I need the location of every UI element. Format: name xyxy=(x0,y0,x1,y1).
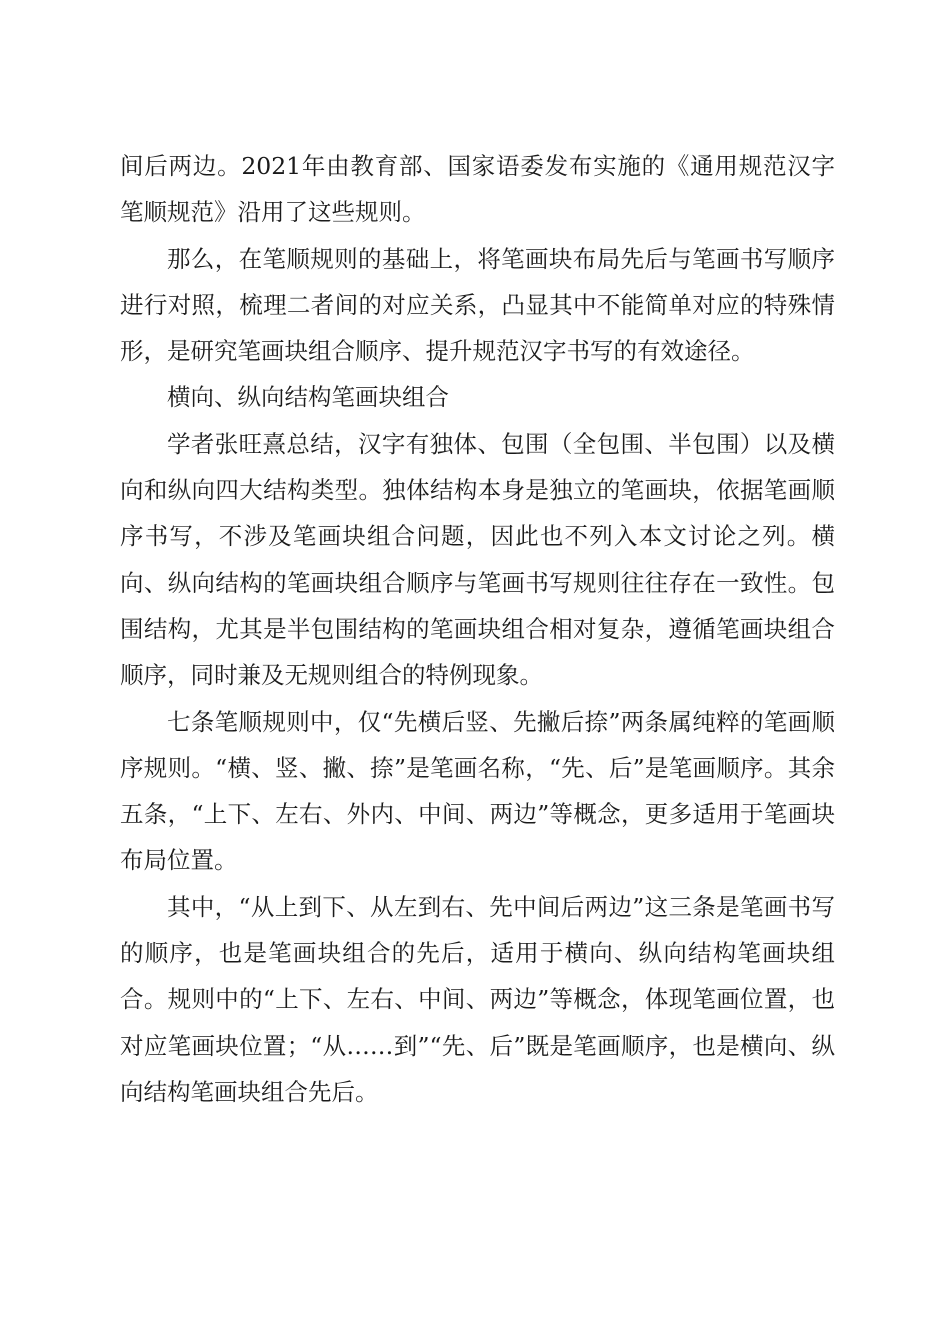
paragraph-continuation: 间后两边。2021年由教育部、国家语委发布实施的《通用规范汉字笔顺规范》沿用了这些规则。 xyxy=(120,152,835,227)
paragraph: 那么，在笔顺规则的基础上，将笔画块布局先后与笔画书写顺序进行对照，梳理二者间的对应关系，凸显其中不能简单对应的特殊情形，是研究笔画块组合顺序、提升规范汉字书写的有效途径。 xyxy=(120,244,835,366)
paragraph: 学者张旺熹总结，汉字有独体、包围（全包围、半包围）以及横向和纵向四大结构类型。独体结构本身是独立的笔画块，依据笔画顺序书写，不涉及笔画块组合问题，因此也不列入本文讨论之列。横向、纵向结构的笔画块组合顺序与笔画书写规则往往存在一致性。包围结构，尤其是半包围结构的笔画块组合相对复杂，遵循笔画块组合顺序，同时兼及无规则组合的特例现象。 xyxy=(120,429,835,690)
section-heading: 横向、纵向结构笔画块组合 xyxy=(167,383,449,412)
article-body xyxy=(120,143,835,1115)
paragraph: 七条笔顺规则中，仅“先横后竖、先撇后捺”两条属纯粹的笔画顺序规则。“横、竖、撇、捺”是笔画名称，“先、后”是笔画顺序。其余五条，“上下、左右、外内、中间、两边”等概念，更多适用于笔画块布局位置。 xyxy=(120,707,835,875)
paragraph: 其中，“从上到下、从左到右、先中间后两边”这三条是笔画书写的顺序，也是笔画块组合的先后，适用于横向、纵向结构笔画块组合。规则中的“上下、左右、中间、两边”等概念，体现笔画位置，也对应笔画块位置；“从……到”“先、后”既是笔画顺序，也是横向、纵向结构笔画块组合先后。 xyxy=(120,892,835,1106)
